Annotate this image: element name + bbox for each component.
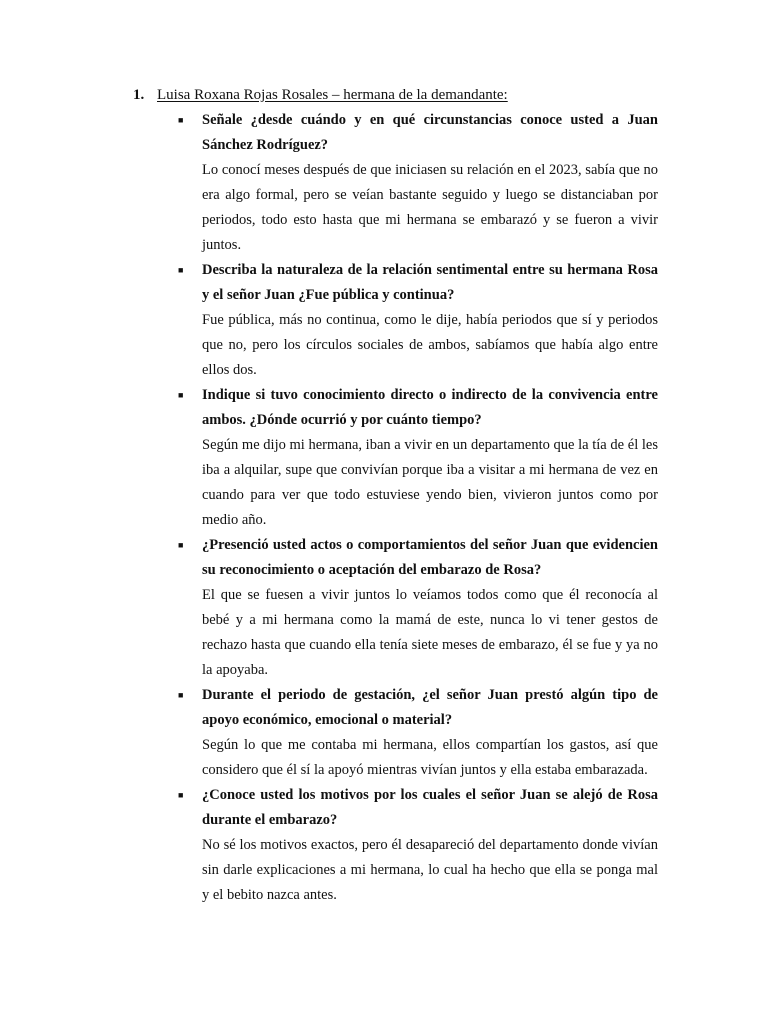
question-text: ¿Presenció usted actos o comportamientos del señor Juan que evidencien su reconocimiento o aceptación del embarazo de Rosa? [202, 537, 658, 578]
question-text: Señale ¿desde cuándo y en qué circunstancias conoce usted a Juan Sánchez Rodríguez? [202, 112, 658, 153]
qa-body [202, 108, 658, 258]
qa-body [202, 783, 658, 908]
list-item [178, 258, 658, 383]
square-bullet-icon: ■ [178, 390, 184, 400]
question-text: Durante el periodo de gestación, ¿el señor Juan prestó algún tipo de apoyo económico, emocional o material? [202, 687, 658, 728]
square-bullet-icon: ■ [178, 540, 184, 550]
square-bullet-icon: ■ [178, 690, 184, 700]
answer-text: Según me dijo mi hermana, iban a vivir en un departamento que la tía de él les iba a alquilar, supe que convivían porque iba a visitar a mi hermana de vez en cuando para ver que todo estuviese yendo bien, vivieron juntos como por medio año. [202, 437, 658, 528]
answer-text: El que se fuesen a vivir juntos lo veíamos todos como que él reconocía al bebé y a mi hermana como la mamá de este, nunca lo vi tener gestos de rechazo hasta que cuando ella tenía siete meses de embarazo, él se fue y ya no la apoyaba. [202, 587, 658, 678]
heading-number: 1. [133, 87, 145, 103]
list-item [178, 683, 658, 783]
qa-body [202, 683, 658, 783]
list-item [178, 533, 658, 683]
qa-body [202, 258, 658, 383]
question-list [178, 108, 658, 908]
qa-body [202, 383, 658, 533]
answer-text: Lo conocí meses después de que iniciasen su relación en el 2023, sabía que no era algo formal, pero se veían bastante seguido y luego se distanciaban por periodos, todo esto hasta que mi hermana se embarazó y se fueron a vivir juntos. [202, 162, 658, 253]
list-item [178, 783, 658, 908]
heading-title: Luisa Roxana Rojas Rosales – hermana de la demandante: [157, 87, 508, 103]
qa-body [202, 533, 658, 683]
question-text: Indique si tuvo conocimiento directo o indirecto de la convivencia entre ambos. ¿Dónde ocurrió y por cuánto tiempo? [202, 387, 658, 428]
answer-text: No sé los motivos exactos, pero él desapareció del departamento donde vivían sin darle explicaciones a mi hermana, lo cual ha hecho que ella se ponga mal y el bebito nazca antes. [202, 837, 658, 903]
list-item [178, 383, 658, 533]
answer-text: Fue pública, más no continua, como le dije, había periodos que sí y periodos que no, pero los círculos sociales de ambos, sabíamos que había algo entre ellos dos. [202, 312, 658, 378]
answer-text: Según lo que me contaba mi hermana, ellos compartían los gastos, así que considero que él sí la apoyó mientras vivían juntos y ella estaba embarazada. [202, 737, 658, 778]
question-text: Describa la naturaleza de la relación sentimental entre su hermana Rosa y el señor Juan ¿Fue pública y continua? [202, 262, 658, 303]
square-bullet-icon: ■ [178, 115, 184, 125]
question-text: ¿Conoce usted los motivos por los cuales el señor Juan se alejó de Rosa durante el embarazo? [202, 787, 658, 828]
list-item [178, 108, 658, 258]
square-bullet-icon: ■ [178, 790, 184, 800]
witness-heading [133, 84, 508, 106]
square-bullet-icon: ■ [178, 265, 184, 275]
